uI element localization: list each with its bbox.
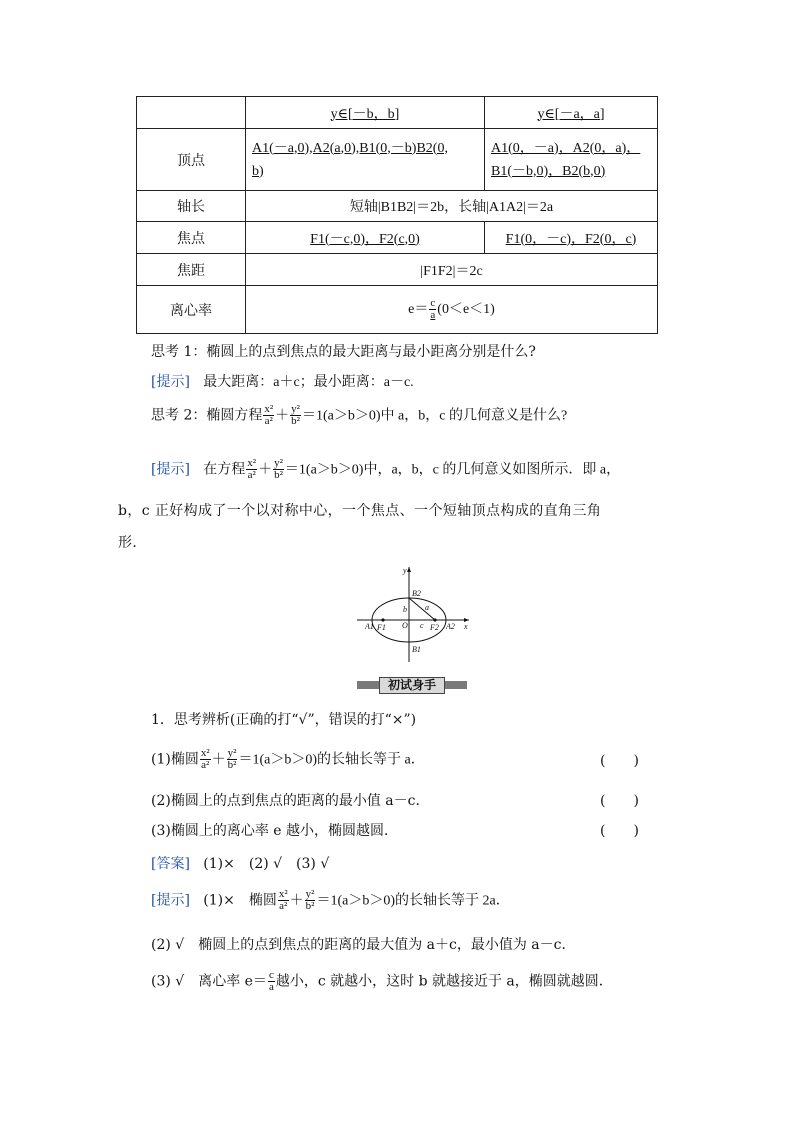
ecc-fraction — [429, 298, 436, 321]
fraction-x2-a2 — [200, 748, 211, 771]
label-B2: B2 — [412, 589, 421, 598]
hint-line-1: [提示] (1)× 椭圆 $\frac{\text{x²}}{\text{a²}}$ ＋ $\frac{\text{y²}}{\text{b²}}$ ＝1(a＞b＞0)的长轴长等于 2a． — [151, 888, 510, 912]
frac-num: y² — [305, 888, 315, 900]
header-range-a-text: y∈[－a，a] — [537, 106, 605, 122]
hint3-pre: (3) √ 离心率 e＝ — [151, 973, 267, 990]
focus-mid-text: F1(－c,0)，F2(c,0) — [310, 231, 420, 247]
frac-den: b² — [305, 900, 315, 912]
frac-den: b² — [227, 759, 237, 771]
header-range-b-text: y∈[－b，b] — [330, 106, 400, 122]
think2-q-post: ＝1(a＞b＞0)中 a，b，c 的几何意义是什么? — [301, 408, 568, 424]
ellipse-figure — [355, 563, 473, 663]
answer-blank-2: ( ) — [600, 793, 639, 809]
frac-num: x² — [278, 888, 288, 900]
table-row — [137, 97, 658, 129]
exercise-item-1: (1)椭圆 $\frac{\text{x²}}{\text{a²}}$ ＋ $\frac{\text{y²}}{\text{b²}}$ ＝1(a＞b＞0)的长轴长等于 a． — [151, 747, 425, 771]
vertex-right-line1: A1(0，－a)，A2(0，a)， — [491, 140, 641, 156]
frac-den: a² — [279, 900, 288, 912]
label-b: b — [403, 605, 407, 614]
table-row — [137, 222, 658, 254]
answer-blank-3: ( ) — [600, 823, 639, 839]
focal-distance-value — [246, 254, 658, 286]
ecc-post: (0＜e＜1) — [437, 301, 495, 317]
fraction-y2-b2 — [290, 404, 301, 427]
table-cell-empty — [137, 97, 246, 129]
vertex-right-line2: B1(－b,0)，B2(b,0) — [491, 163, 606, 179]
think1-question: 思考 1：椭圆上的点到焦点的最大距离与最小距离分别是什么? — [151, 344, 536, 360]
frac-num: y² — [274, 457, 283, 469]
hint1-pre: (1)× 椭圆 — [203, 892, 277, 909]
table-row — [137, 254, 658, 286]
think2-q-pre: 思考 2：椭圆方程 — [151, 407, 263, 424]
focus-point-1 — [381, 618, 384, 621]
section-title: 初试身手 — [379, 677, 445, 694]
ecc-den: a — [430, 309, 436, 322]
frac-num: y² — [291, 403, 300, 415]
frac-den: b² — [274, 469, 283, 481]
hint-line-3 — [151, 970, 613, 993]
frac-den: a² — [201, 759, 210, 771]
label-A2: A2 — [446, 622, 455, 631]
item1-post: ＝1(a＞b＞0)的长轴长等于 a． — [238, 752, 425, 768]
think2-a-post: ＝1(a＞b＞0)中，a，b，c 的几何意义如图所示．即 a， — [284, 462, 621, 478]
row-label-focal: 焦距 — [137, 254, 246, 286]
answer-tag: [答案] — [151, 856, 190, 872]
label-c: c — [420, 621, 424, 630]
table-row — [137, 286, 658, 334]
vertex-cell-right — [485, 129, 658, 191]
item1-pre: (1)椭圆 — [151, 751, 199, 768]
hint-tag: [提示] — [151, 374, 190, 390]
think2-question: 思考 2：椭圆方程 $\frac{\text{x²}}{\text{a²}}$ ＋ $\frac{\text{y²}}{\text{b²}}$ ＝1(a＞b＞0)中 a，b，c 的几何意义是什么? — [151, 403, 568, 427]
frac-num: x² — [264, 403, 274, 415]
focal-distance-text: |F1F2|＝2c — [420, 263, 483, 279]
frac-den: a² — [264, 415, 273, 427]
row-label-focus: 焦点 — [137, 222, 246, 254]
ecc-num: c — [430, 297, 436, 310]
exercise-title: 1．思考辨析(正确的打“√”，错误的打“×”) — [151, 712, 417, 728]
frac-num: c — [268, 969, 274, 981]
frac-den: a — [268, 981, 274, 993]
ecc-pre: e＝ — [408, 301, 429, 317]
fraction-c-a — [268, 970, 275, 993]
focus-right-text: F1(0，－c)，F2(0，c) — [505, 231, 637, 247]
label-x: x — [464, 622, 468, 631]
think2-hint-line3: 形． — [118, 535, 147, 551]
axis-length-value — [246, 191, 658, 222]
table-row — [137, 129, 658, 191]
label-O: O — [402, 621, 408, 630]
frac-num: x² — [247, 457, 257, 469]
vertex-mid-line1: A1(－a,0),A2(a,0),B1(0,－b)B2(0, — [252, 140, 448, 156]
fraction-x2-a2 — [263, 404, 274, 427]
label-A1: A1 — [365, 622, 374, 631]
label-y: y — [403, 566, 407, 575]
frac-den: a² — [247, 469, 256, 481]
hint-tag: [提示] — [151, 461, 190, 478]
ellipse-properties-table — [136, 96, 658, 334]
fraction-x2-a2 — [278, 889, 289, 912]
label-a: a — [425, 603, 429, 612]
label-F1: F1 — [377, 623, 386, 632]
think1-answer: 最大距离：a＋c；最小距离：a－c. — [203, 375, 414, 390]
answer-blank-1: ( ) — [600, 753, 639, 769]
exercise-item-3: (3)椭圆上的离心率 e 越小，椭圆越圆． — [151, 823, 399, 839]
row-label-vertex: 顶点 — [137, 129, 246, 191]
think1-hint — [151, 371, 414, 391]
answer-line — [151, 853, 329, 873]
exercise-item-2: (2)椭圆上的点到焦点的距离的最小值 a－c． — [151, 793, 430, 809]
axis-length-text: 短轴|B1B2|＝2b，长轴|A1A2|＝2a — [349, 200, 554, 215]
focus-cell-right — [485, 222, 658, 254]
fraction-y2-b2 — [305, 889, 316, 912]
vertex-mid-line2: b) — [252, 163, 264, 179]
label-F2: F2 — [430, 623, 439, 632]
hint-line-2: (2) √ 椭圆上的点到焦点的距离的最大值为 a＋c，最小值为 a－c． — [151, 937, 576, 953]
eccentricity-value — [246, 286, 658, 334]
think2-a-pre: 在方程 — [203, 461, 246, 478]
header-range-b — [246, 97, 485, 129]
answer-text: (1)× (2) √ (3) √ — [203, 856, 330, 872]
y-arrow-icon — [407, 567, 411, 572]
hint-tag: [提示] — [151, 892, 190, 909]
fraction-x2-a2 — [246, 458, 257, 481]
row-label-eccentricity: 离心率 — [137, 286, 246, 334]
table-row — [137, 191, 658, 222]
row-label-axis: 轴长 — [137, 191, 246, 222]
header-range-a — [485, 97, 658, 129]
fraction-y2-b2 — [227, 748, 238, 771]
section-banner — [357, 677, 467, 694]
segment-a — [409, 598, 435, 620]
hint3-post: 越小，c 就越小，这时 b 就越接近于 a，椭圆就越圆． — [275, 973, 613, 990]
frac-num: y² — [227, 747, 237, 759]
hint1-post: ＝1(a＞b＞0)的长轴长等于 2a． — [316, 893, 510, 909]
frac-num: x² — [200, 747, 210, 759]
frac-den: b² — [291, 415, 300, 427]
focus-point-2 — [433, 618, 436, 621]
vertex-cell-mid — [246, 129, 485, 191]
label-B1: B1 — [412, 645, 421, 654]
think2-hint-line2: b，c 正好构成了一个以对称中心，一个焦点、一个短轴顶点构成的直角三角 — [118, 503, 602, 519]
fraction-y2-b2 — [273, 458, 284, 481]
focus-cell-mid — [246, 222, 485, 254]
think2-hint-line1: [提示] 在方程 $\frac{\text{x²}}{\text{a²}}$ ＋ $\frac{\text{y²}}{\text{b²}}$ ＝1(a＞b＞0)中，a，b，c 的几何意义如图所示．即 a， — [151, 457, 621, 481]
